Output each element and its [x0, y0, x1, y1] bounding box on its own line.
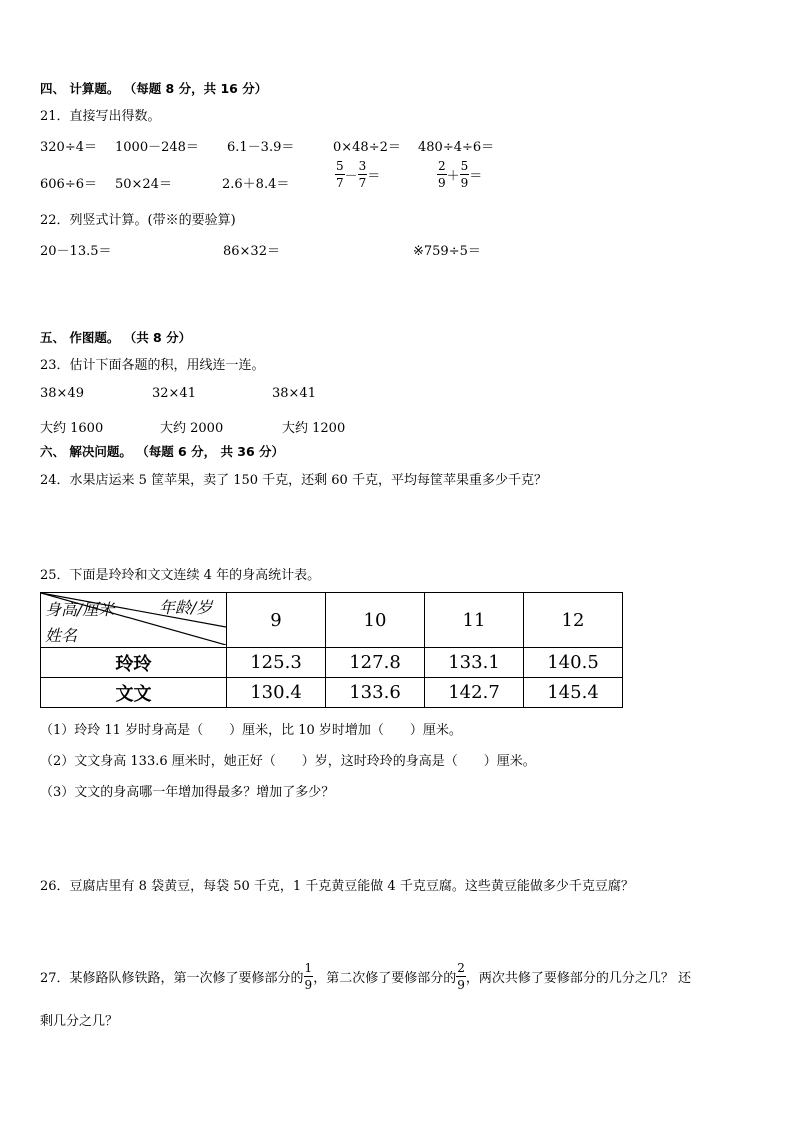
q23-estimate: 大约 2000 — [160, 421, 224, 436]
fraction: $\frac{3}{7}$ — [358, 159, 367, 190]
q22-expr: 20－13.5＝ — [40, 244, 112, 259]
q21-expr: 6.1－3.9＝ — [227, 140, 295, 155]
q25-sub2: （2）文文身高 133.6 厘米时，她正好（ ）岁，这时玲玲的身高是（ ）厘米。 — [40, 754, 536, 769]
q24-text: 24．水果店运来 5 筐苹果，卖了 150 千克，还剩 60 千克，平均每筐苹果重多少千克？ — [40, 473, 547, 488]
fraction: $\frac{5}{7}$ — [336, 159, 344, 190]
q23-prompt: 23．估计下面各题的积，用线连一连。 — [40, 358, 265, 373]
height-table — [40, 592, 623, 708]
q27-line2: 剩几分之几？ — [40, 1014, 119, 1029]
q23-expr: 38×49 — [40, 386, 84, 401]
q22-expr: ※759÷5＝ — [413, 244, 481, 259]
fraction: $\frac{1}{9}$ — [304, 961, 313, 992]
q25-sub1: （1）玲玲 11 岁时身高是（ ）厘米，比 10 岁时增加（ ）厘米。 — [40, 723, 462, 738]
row-name: 玲玲 — [41, 648, 227, 678]
table-cell: 125.3 — [227, 648, 326, 678]
table-diagonal-header — [41, 593, 227, 648]
table-cell: 142.7 — [425, 678, 524, 708]
q21-expr: 2.6＋8.4＝ — [222, 177, 290, 192]
section-5-title: 五、 作图题。 （共 8 分） — [40, 330, 192, 345]
header-age-label: 年龄/岁 — [159, 598, 213, 617]
q25-prompt: 25．下面是玲玲和文文连续 4 年的身高统计表。 — [40, 568, 321, 583]
q21-fraction-expr: $\frac{5}{7}$ － $\frac{3}{7}$ ＝ — [336, 159, 381, 190]
header-name-label: 姓名 — [45, 626, 78, 645]
fraction: $\frac{5}{9}$ — [460, 159, 469, 190]
q23-estimate: 大约 1200 — [282, 421, 346, 436]
age-header: 10 — [326, 593, 425, 648]
q21-expr: 50×24＝ — [115, 177, 172, 192]
table-cell: 130.4 — [227, 678, 326, 708]
q22-expr: 86×32＝ — [223, 244, 280, 259]
table-cell: 127.8 — [326, 648, 425, 678]
table-row — [41, 678, 623, 708]
age-header: 12 — [524, 593, 623, 648]
q21-expr: 1000－248＝ — [115, 140, 199, 155]
fraction: $\frac{2}{9}$ — [438, 159, 446, 190]
q25-sub3: （3）文文的身高哪一年增加得最多？增加了多少？ — [40, 785, 335, 800]
q23-estimate: 大约 1600 — [40, 421, 104, 436]
table-cell: 145.4 — [524, 678, 623, 708]
q21-expr: 320÷4＝ — [40, 140, 97, 155]
table-cell: 140.5 — [524, 648, 623, 678]
q23-expr: 32×41 — [152, 386, 196, 401]
q21-expr: 480÷4÷6＝ — [418, 140, 495, 155]
row-name: 文文 — [41, 678, 227, 708]
q21-expr: 0×48÷2＝ — [333, 140, 401, 155]
q23-expr: 38×41 — [272, 386, 316, 401]
q21-expr: 606÷6＝ — [40, 177, 97, 192]
age-header: 9 — [227, 593, 326, 648]
q26-text: 26．豆腐店里有 8 袋黄豆，每袋 50 千克，1 千克黄豆能做 4 千克豆腐。这些黄豆能做多少千克豆腐？ — [40, 879, 634, 894]
q27-line1: 27．某修路队修铁路，第一次修了要修部分的 $\frac{1}{9}$ ，第二次修了要修部分的 $\frac{2}{9}$ ，两次共修了要修部分的几分之几？ 还 — [40, 961, 691, 992]
table-cell: 133.6 — [326, 678, 425, 708]
q21-fraction-expr: $\frac{2}{9}$ ＋ $\frac{5}{9}$ ＝ — [438, 159, 483, 190]
header-height-label: 身高/厘米 — [45, 600, 115, 619]
section-4-title: 四、 计算题。 （每题 8 分，共 16 分） — [40, 81, 268, 96]
fraction: $\frac{2}{9}$ — [457, 961, 465, 992]
q21-prompt: 21．直接写出得数。 — [40, 109, 161, 124]
section-6-title: 六、 解决问题。 （每题 6 分， 共 36 分） — [40, 444, 285, 459]
q22-prompt: 22．列竖式计算。(带※的要验算) — [40, 213, 236, 228]
table-cell: 133.1 — [425, 648, 524, 678]
table-row — [41, 648, 623, 678]
age-header: 11 — [425, 593, 524, 648]
